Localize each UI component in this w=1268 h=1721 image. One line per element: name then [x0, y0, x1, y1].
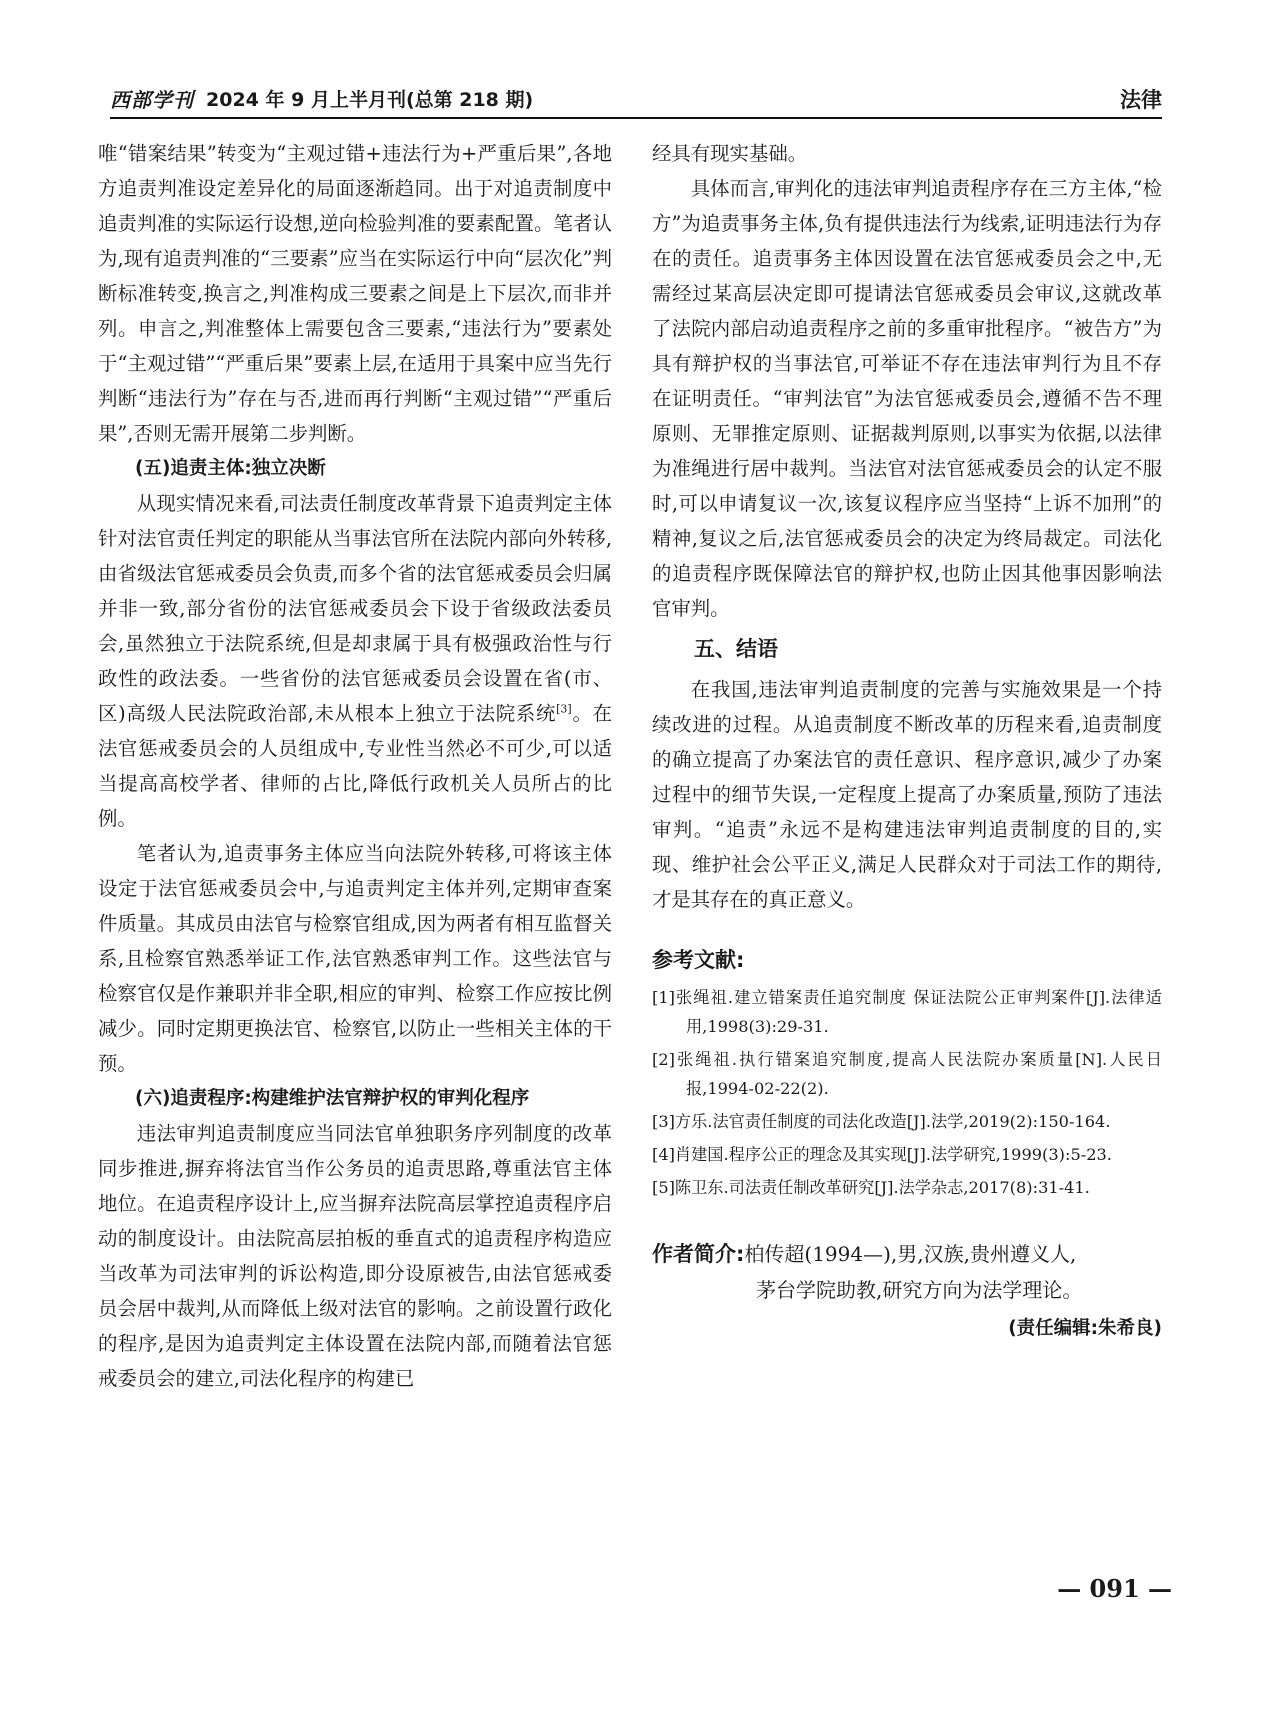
responsible-editor: (责任编辑:朱希良)	[1008, 1318, 1162, 1339]
reference-item: [4]肖建国.程序公正的理念及其实现[J].法学研究,1999(3):5-23.	[652, 1145, 1112, 1164]
running-header	[110, 84, 1162, 120]
author-bio-line: 柏传超(1994—),男,汉族,贵州遵义人,	[744, 1242, 1077, 1266]
author-bio	[652, 1236, 1162, 1308]
references-title: 参考文献:	[652, 948, 745, 972]
conclusion-heading: 五、结语	[694, 637, 778, 661]
paragraph: 从现实情况来看,司法责任制度改革背景下追责判定主体针对法官责任判定的职能从当事法官所在法院内部向外转移,由省级法官惩戒委员会负责,而多个省的法官惩戒委员会归属并非一致,部分省份的法官惩戒委员会下设于省级政法委员会,虽然独立于法院系统,但是却隶属于具有极强政治性与行政性的政法委。一些省份的法官惩戒委员会设置在省(市、区)高级人民法院政治部,未从根本上独立于法院系统[3]。在法官惩戒委员会的人员组成中,专业性当然必不可少,可以适当提高高校学者、律师的占比,降低行政机关人员所占的比例。	[98, 492, 612, 830]
section-heading-6: (六)追责程序:构建维护法官辩护权的审判化程序	[135, 1088, 530, 1109]
section-label: 法律	[1120, 88, 1162, 112]
page-number: — 091 —	[1057, 1574, 1172, 1603]
paragraph: 违法审判追责制度应当同法官单独职务序列制度的改革同步推进,摒弃将法官当作公务员的追责思路,尊重法官主体地位。在追责程序设计上,应当摒弃法院高层掌控追责程序启动的制度设计。由法院高层拍板的垂直式的追责程序构造应当改革为司法审判的诉讼构造,即分设原被告,由法官惩戒委员会居中裁判,从而降低上级对法官的影响。之前设置行政化的程序,是因为追责判定主体设置在法院内部,而随着法官惩戒委员会的建立,司法化程序的构建已	[98, 1122, 612, 1390]
reference-item: [3]方乐.法官责任制度的司法化改造[J].法学,2019(2):150-164.	[652, 1112, 1111, 1131]
section-heading-5: (五)追责主体:独立决断	[135, 458, 326, 479]
reference-item: [5]陈卫东.司法责任制改革研究[J].法学杂志,2017(8):31-41.	[652, 1178, 1090, 1197]
right-column	[652, 136, 1162, 1346]
author-bio-line: 茅台学院助教,研究方向为法学理论。	[756, 1278, 1083, 1302]
citation-ref: [3]	[556, 702, 572, 716]
reference-item: [2]张绳祖.执行错案追究制度,提高人民法院办案质量[N].人民日报,1994-02-22(2).	[652, 1050, 1162, 1098]
author-bio-label: 作者简介:	[652, 1242, 745, 1266]
paragraph: 经具有现实基础。	[652, 142, 808, 165]
reference-item: [1]张绳祖.建立错案责任追究制度 保证法院公正审判案件[J].法律适用,1998(3):29-31.	[652, 988, 1162, 1036]
left-column	[98, 136, 612, 1396]
issue-info: 2024 年 9 月上半月刊(总第 218 期)	[206, 89, 534, 111]
paragraph: 在我国,违法审判追责制度的完善与实施效果是一个持续改进的过程。从追责制度不断改革的历程来看,追责制度的确立提高了办案法官的责任意识、程序意识,减少了办案过程中的细节失误,一定程度上提高了办案质量,预防了违法审判。“追责”永远不是构建违法审判追责制度的目的,实现、维护社会公平正义,满足人民群众对于司法工作的期待,才是其存在的真正意义。	[652, 678, 1162, 911]
paragraph: 具体而言,审判化的违法审判追责程序存在三方主体,“检方”为追责事务主体,负有提供违法行为线索,证明违法行为存在的责任。追责事务主体因设置在法官惩戒委员会之中,无需经过某高层决定即可提请法官惩戒委员会审议,这就改革了法院内部启动追责程序之前的多重审批程序。“被告方”为具有辩护权的当事法官,可举证不存在违法审判行为且不存在证明责任。“审判法官”为法官惩戒委员会,遵循不告不理原则、无罪推定原则、证据裁判原则,以事实为依据,以法律为准绳进行居中裁判。当法官对法官惩戒委员会的认定不服时,可以申请复议一次,该复议程序应当坚持“上诉不加刑”的精神,复议之后,法官惩戒委员会的决定为终局裁定。司法化的追责程序既保障法官的辩护权,也防止因其他事因影响法官审判。	[652, 177, 1162, 620]
header-divider	[110, 117, 1162, 119]
paragraph: 笔者认为,追责事务主体应当向法院外转移,可将该主体设定于法官惩戒委员会中,与追责判定主体并列,定期审查案件质量。其成员由法官与检察官组成,因为两者有相互监督关系,且检察官熟悉举证工作,法官熟悉审判工作。这些法官与检察官仅是作兼职并非全职,相应的审判、检察工作应按比例减少。同时定期更换法官、检察官,以防止一些相关主体的干预。	[98, 842, 612, 1075]
paragraph: 唯“错案结果”转变为“主观过错+违法行为+严重后果”,各地方追责判准设定差异化的局面逐渐趋同。出于对追责制度中追责判准的实际运行设想,逆向检验判准的要素配置。笔者认为,现有追责判准的“三要素”应当在实际运行中向“层次化”判断标准转变,换言之,判准构成三要素之间是上下层次,而非并列。申言之,判准整体上需要包含三要素,“违法行为”要素处于“主观过错”“严重后果”要素上层,在适用于具案中应当先行判断“违法行为”存在与否,进而再行判断“主观过错”“严重后果”,否则无需开展第二步判断。	[98, 142, 612, 445]
journal-logo: 西部学刊	[110, 88, 194, 112]
